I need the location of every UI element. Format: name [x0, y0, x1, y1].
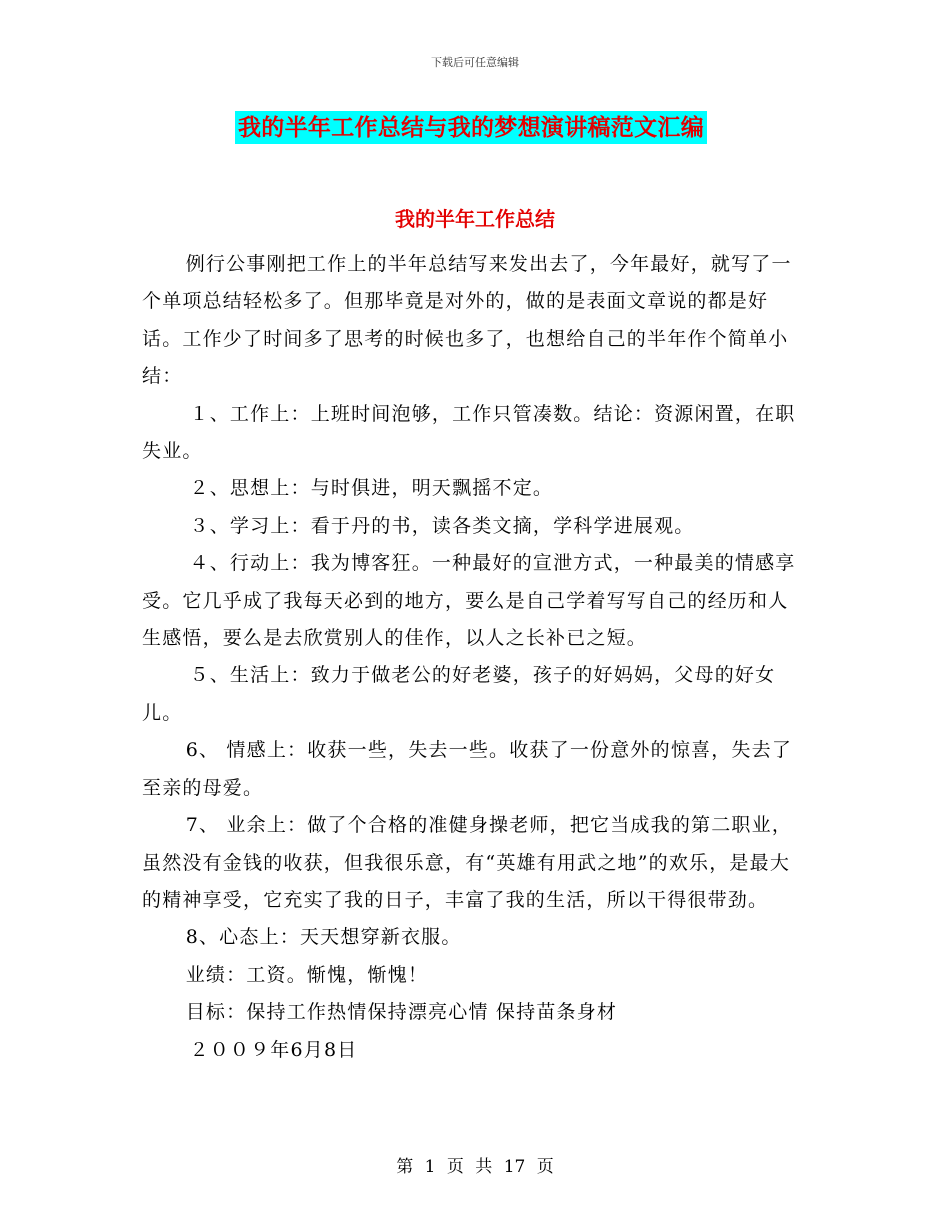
paragraph-goals: 目标：保持工作热情保持漂亮心情 保持苗条身材	[185, 1001, 618, 1024]
paragraph-item-2: ２、思想上：与时俱进，明天飘摇不定。	[189, 477, 554, 500]
document-title: 我的半年工作总结与我的梦想演讲稿范文汇编	[235, 111, 707, 144]
paragraph-date: ２００９年6月8日	[189, 1038, 358, 1061]
paragraph-item-7: 7、 业余上：做了个合格的准健身操老师，把它当成我的第二职业，虽然没有金钱的收获，但我很乐意，有“英雄有用武之地”的欢乐，是最大的精神享受，它充实了我的日子，丰富了我的生活，所以干得很带劲。	[142, 814, 793, 911]
page-footer: 第 1 页 共 17 页	[396, 1157, 554, 1177]
paragraph-item-3: ３、学习上：看于丹的书，读各类文摘，学科学进展观。	[189, 514, 695, 537]
paragraph-intro: 例行公事刚把工作上的半年总结写来发出去了，今年最好，就写了一个单项总结轻松多了。但那毕竟是对外的，做的是表面文章说的都是好话。工作少了时间多了思考的时候也多了，也想给自己的半年作个简单小结：	[142, 253, 792, 388]
header-note: 下载后可任意编辑	[431, 56, 519, 69]
paragraph-item-6: 6、 情感上：收获一些，失去一些。收获了一份意外的惊喜，失去了至亲的母爱。	[142, 739, 793, 799]
body-text	[142, 246, 797, 1069]
paragraph-performance: 业绩：工资。惭愧，惭愧！	[185, 963, 429, 986]
paragraph-item-1: １、工作上：上班时间泡够，工作只管凑数。结论：资源闲置，在职失业。	[142, 402, 796, 463]
paragraph-item-5: ５、生活上：致力于做老公的好老婆，孩子的好妈妈，父母的好女儿。	[142, 664, 776, 724]
paragraph-item-4: ４、行动上：我为博客狂。一种最好的宣泄方式，一种最美的情感享受。它几乎成了我每天必到的地方，要么是自己学着写写自己的经历和人生感悟，要么是去欣赏别人的佳作，以人之长补已之短。	[142, 552, 796, 650]
paragraph-item-8: 8、心态上：天天想穿新衣服。	[185, 926, 462, 949]
section-title: 我的半年工作总结	[395, 207, 555, 231]
